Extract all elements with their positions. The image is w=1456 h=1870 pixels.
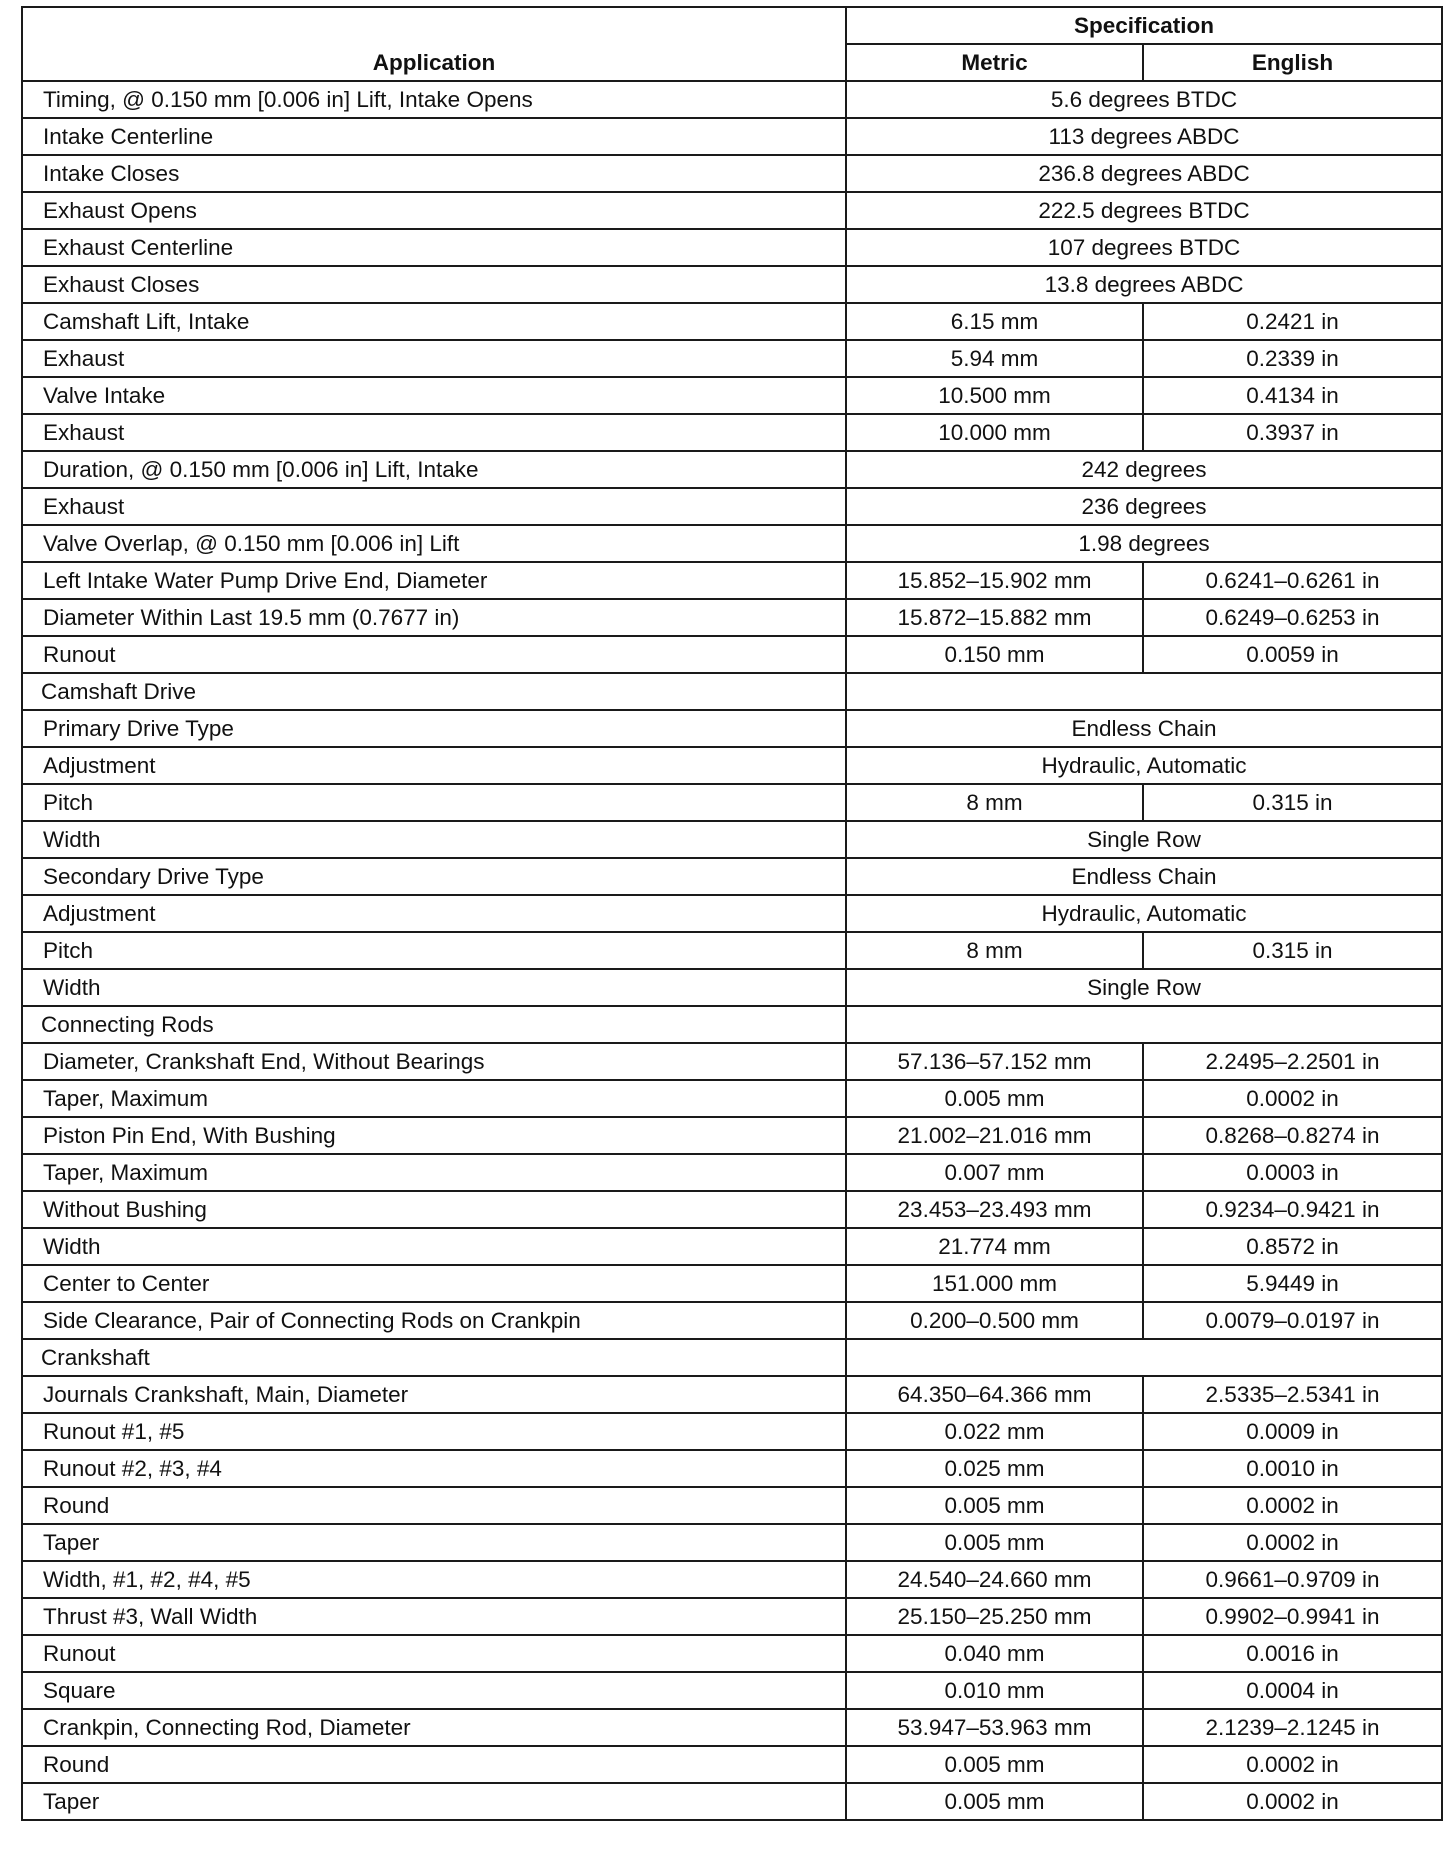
english-cell: 2.5335–2.5341 in: [1143, 1376, 1442, 1413]
table-row: [22, 1561, 1442, 1598]
combined-spec-cell: Endless Chain: [846, 710, 1442, 747]
table-row: [22, 340, 1442, 377]
combined-spec-cell: 13.8 degrees ABDC: [846, 266, 1442, 303]
metric-cell: 0.005 mm: [846, 1783, 1143, 1820]
combined-spec-cell: Single Row: [846, 969, 1442, 1006]
metric-cell: 21.774 mm: [846, 1228, 1143, 1265]
english-cell: 0.0016 in: [1143, 1635, 1442, 1672]
table-row: [22, 1302, 1442, 1339]
section-filler: [846, 1339, 1442, 1376]
section-row: [22, 1006, 1442, 1043]
table-row: [22, 969, 1442, 1006]
application-cell: Side Clearance, Pair of Connecting Rods on Crankpin: [22, 1302, 846, 1339]
application-cell: Exhaust: [22, 488, 846, 525]
english-cell: 0.6249–0.6253 in: [1143, 599, 1442, 636]
application-cell: Without Bushing: [22, 1191, 846, 1228]
table-row: [22, 1080, 1442, 1117]
table-row: [22, 1746, 1442, 1783]
application-cell: Left Intake Water Pump Drive End, Diameter: [22, 562, 846, 599]
application-cell: Duration, @ 0.150 mm [0.006 in] Lift, Intake: [22, 451, 846, 488]
combined-spec-cell: 1.98 degrees: [846, 525, 1442, 562]
combined-spec-cell: 242 degrees: [846, 451, 1442, 488]
application-cell: Adjustment: [22, 747, 846, 784]
metric-cell: 53.947–53.963 mm: [846, 1709, 1143, 1746]
table-row: [22, 1783, 1442, 1820]
table-row: [22, 1191, 1442, 1228]
application-cell: Diameter Within Last 19.5 mm (0.7677 in): [22, 599, 846, 636]
section-heading: Camshaft Drive: [22, 673, 846, 710]
english-cell: 2.2495–2.2501 in: [1143, 1043, 1442, 1080]
application-cell: Exhaust Centerline: [22, 229, 846, 266]
metric-cell: 0.005 mm: [846, 1080, 1143, 1117]
section-filler: [846, 1006, 1442, 1043]
english-cell: 0.4134 in: [1143, 377, 1442, 414]
section-row: [22, 673, 1442, 710]
table-body: [22, 81, 1442, 1820]
application-cell: Width: [22, 1228, 846, 1265]
application-cell: Thrust #3, Wall Width: [22, 1598, 846, 1635]
metric-cell: 15.872–15.882 mm: [846, 599, 1143, 636]
table-row: [22, 747, 1442, 784]
english-cell: 0.315 in: [1143, 784, 1442, 821]
table-row: [22, 1413, 1442, 1450]
combined-spec-cell: 5.6 degrees BTDC: [846, 81, 1442, 118]
application-cell: Square: [22, 1672, 846, 1709]
metric-cell: 0.010 mm: [846, 1672, 1143, 1709]
metric-cell: 10.500 mm: [846, 377, 1143, 414]
specification-table: [21, 6, 1443, 1821]
table-row: [22, 932, 1442, 969]
combined-spec-cell: Hydraulic, Automatic: [846, 747, 1442, 784]
application-header: Application: [22, 7, 846, 81]
application-cell: Width, #1, #2, #4, #5: [22, 1561, 846, 1598]
application-cell: Exhaust Opens: [22, 192, 846, 229]
metric-cell: 0.150 mm: [846, 636, 1143, 673]
application-cell: Valve Intake: [22, 377, 846, 414]
table-row: [22, 710, 1442, 747]
metric-cell: 8 mm: [846, 932, 1143, 969]
table-row: [22, 895, 1442, 932]
application-cell: Primary Drive Type: [22, 710, 846, 747]
combined-spec-cell: 113 degrees ABDC: [846, 118, 1442, 155]
table-row: [22, 1635, 1442, 1672]
application-cell: Crankpin, Connecting Rod, Diameter: [22, 1709, 846, 1746]
header-row-top: [22, 7, 1442, 44]
application-cell: Taper: [22, 1524, 846, 1561]
metric-cell: 0.007 mm: [846, 1154, 1143, 1191]
table-row: [22, 599, 1442, 636]
metric-header: Metric: [846, 44, 1143, 81]
application-cell: Pitch: [22, 784, 846, 821]
table-row: [22, 1672, 1442, 1709]
table-row: [22, 1598, 1442, 1635]
table-row: [22, 1487, 1442, 1524]
table-row: [22, 636, 1442, 673]
english-cell: 0.0010 in: [1143, 1450, 1442, 1487]
section-filler: [846, 673, 1442, 710]
application-cell: Runout: [22, 1635, 846, 1672]
application-cell: Runout #1, #5: [22, 1413, 846, 1450]
combined-spec-cell: 236.8 degrees ABDC: [846, 155, 1442, 192]
table-row: [22, 1265, 1442, 1302]
application-cell: Taper: [22, 1783, 846, 1820]
english-cell: 0.0002 in: [1143, 1487, 1442, 1524]
application-cell: Runout: [22, 636, 846, 673]
application-cell: Runout #2, #3, #4: [22, 1450, 846, 1487]
table-row: [22, 192, 1442, 229]
english-cell: 0.0003 in: [1143, 1154, 1442, 1191]
table-row: [22, 1709, 1442, 1746]
english-cell: 0.9661–0.9709 in: [1143, 1561, 1442, 1598]
application-cell: Intake Closes: [22, 155, 846, 192]
table-row: [22, 1450, 1442, 1487]
application-cell: Center to Center: [22, 1265, 846, 1302]
table-row: [22, 1228, 1442, 1265]
application-cell: Taper, Maximum: [22, 1080, 846, 1117]
table-row: [22, 414, 1442, 451]
metric-cell: 151.000 mm: [846, 1265, 1143, 1302]
metric-cell: 57.136–57.152 mm: [846, 1043, 1143, 1080]
metric-cell: 8 mm: [846, 784, 1143, 821]
metric-cell: 0.200–0.500 mm: [846, 1302, 1143, 1339]
english-header: English: [1143, 44, 1442, 81]
application-cell: Piston Pin End, With Bushing: [22, 1117, 846, 1154]
english-cell: 0.0009 in: [1143, 1413, 1442, 1450]
table-row: [22, 377, 1442, 414]
table-row: [22, 821, 1442, 858]
application-cell: Round: [22, 1746, 846, 1783]
english-cell: 0.0002 in: [1143, 1783, 1442, 1820]
table-row: [22, 858, 1442, 895]
english-cell: 0.8268–0.8274 in: [1143, 1117, 1442, 1154]
english-cell: 0.0079–0.0197 in: [1143, 1302, 1442, 1339]
metric-cell: 0.005 mm: [846, 1524, 1143, 1561]
metric-cell: 21.002–21.016 mm: [846, 1117, 1143, 1154]
table-row: [22, 81, 1442, 118]
english-cell: 5.9449 in: [1143, 1265, 1442, 1302]
table-row: [22, 229, 1442, 266]
combined-spec-cell: 222.5 degrees BTDC: [846, 192, 1442, 229]
english-cell: 0.6241–0.6261 in: [1143, 562, 1442, 599]
application-cell: Width: [22, 821, 846, 858]
metric-cell: 24.540–24.660 mm: [846, 1561, 1143, 1598]
table-row: [22, 1524, 1442, 1561]
application-cell: Journals Crankshaft, Main, Diameter: [22, 1376, 846, 1413]
table-row: [22, 525, 1442, 562]
table-header: [22, 7, 1442, 81]
section-heading: Crankshaft: [22, 1339, 846, 1376]
metric-cell: 10.000 mm: [846, 414, 1143, 451]
english-cell: 0.0004 in: [1143, 1672, 1442, 1709]
english-cell: 2.1239–2.1245 in: [1143, 1709, 1442, 1746]
application-cell: Round: [22, 1487, 846, 1524]
table-row: [22, 303, 1442, 340]
table-row: [22, 1117, 1442, 1154]
table-row: [22, 155, 1442, 192]
english-cell: 0.9902–0.9941 in: [1143, 1598, 1442, 1635]
application-cell: Valve Overlap, @ 0.150 mm [0.006 in] Lift: [22, 525, 846, 562]
application-cell: Exhaust: [22, 414, 846, 451]
application-cell: Timing, @ 0.150 mm [0.006 in] Lift, Intake Opens: [22, 81, 846, 118]
table-row: [22, 451, 1442, 488]
table-row: [22, 1154, 1442, 1191]
table-row: [22, 784, 1442, 821]
metric-cell: 23.453–23.493 mm: [846, 1191, 1143, 1228]
specification-header: Specification: [846, 7, 1442, 44]
application-cell: Exhaust: [22, 340, 846, 377]
application-cell: Intake Centerline: [22, 118, 846, 155]
english-cell: 0.3937 in: [1143, 414, 1442, 451]
english-cell: 0.9234–0.9421 in: [1143, 1191, 1442, 1228]
metric-cell: 0.040 mm: [846, 1635, 1143, 1672]
application-cell: Width: [22, 969, 846, 1006]
english-cell: 0.0059 in: [1143, 636, 1442, 673]
combined-spec-cell: Single Row: [846, 821, 1442, 858]
combined-spec-cell: 236 degrees: [846, 488, 1442, 525]
metric-cell: 0.005 mm: [846, 1487, 1143, 1524]
application-cell: Diameter, Crankshaft End, Without Bearings: [22, 1043, 846, 1080]
english-cell: 0.0002 in: [1143, 1746, 1442, 1783]
metric-cell: 5.94 mm: [846, 340, 1143, 377]
application-cell: Adjustment: [22, 895, 846, 932]
table-row: [22, 118, 1442, 155]
english-cell: 0.0002 in: [1143, 1524, 1442, 1561]
section-row: [22, 1339, 1442, 1376]
application-cell: Pitch: [22, 932, 846, 969]
application-cell: Exhaust Closes: [22, 266, 846, 303]
metric-cell: 0.005 mm: [846, 1746, 1143, 1783]
application-cell: Secondary Drive Type: [22, 858, 846, 895]
english-cell: 0.0002 in: [1143, 1080, 1442, 1117]
application-cell: Camshaft Lift, Intake: [22, 303, 846, 340]
metric-cell: 0.025 mm: [846, 1450, 1143, 1487]
table-row: [22, 1376, 1442, 1413]
metric-cell: 15.852–15.902 mm: [846, 562, 1143, 599]
combined-spec-cell: Endless Chain: [846, 858, 1442, 895]
combined-spec-cell: Hydraulic, Automatic: [846, 895, 1442, 932]
metric-cell: 6.15 mm: [846, 303, 1143, 340]
table-row: [22, 266, 1442, 303]
metric-cell: 25.150–25.250 mm: [846, 1598, 1143, 1635]
combined-spec-cell: 107 degrees BTDC: [846, 229, 1442, 266]
english-cell: 0.8572 in: [1143, 1228, 1442, 1265]
table-row: [22, 562, 1442, 599]
table-row: [22, 488, 1442, 525]
metric-cell: 64.350–64.366 mm: [846, 1376, 1143, 1413]
application-cell: Taper, Maximum: [22, 1154, 846, 1191]
english-cell: 0.315 in: [1143, 932, 1442, 969]
metric-cell: 0.022 mm: [846, 1413, 1143, 1450]
table-row: [22, 1043, 1442, 1080]
english-cell: 0.2421 in: [1143, 303, 1442, 340]
english-cell: 0.2339 in: [1143, 340, 1442, 377]
section-heading: Connecting Rods: [22, 1006, 846, 1043]
